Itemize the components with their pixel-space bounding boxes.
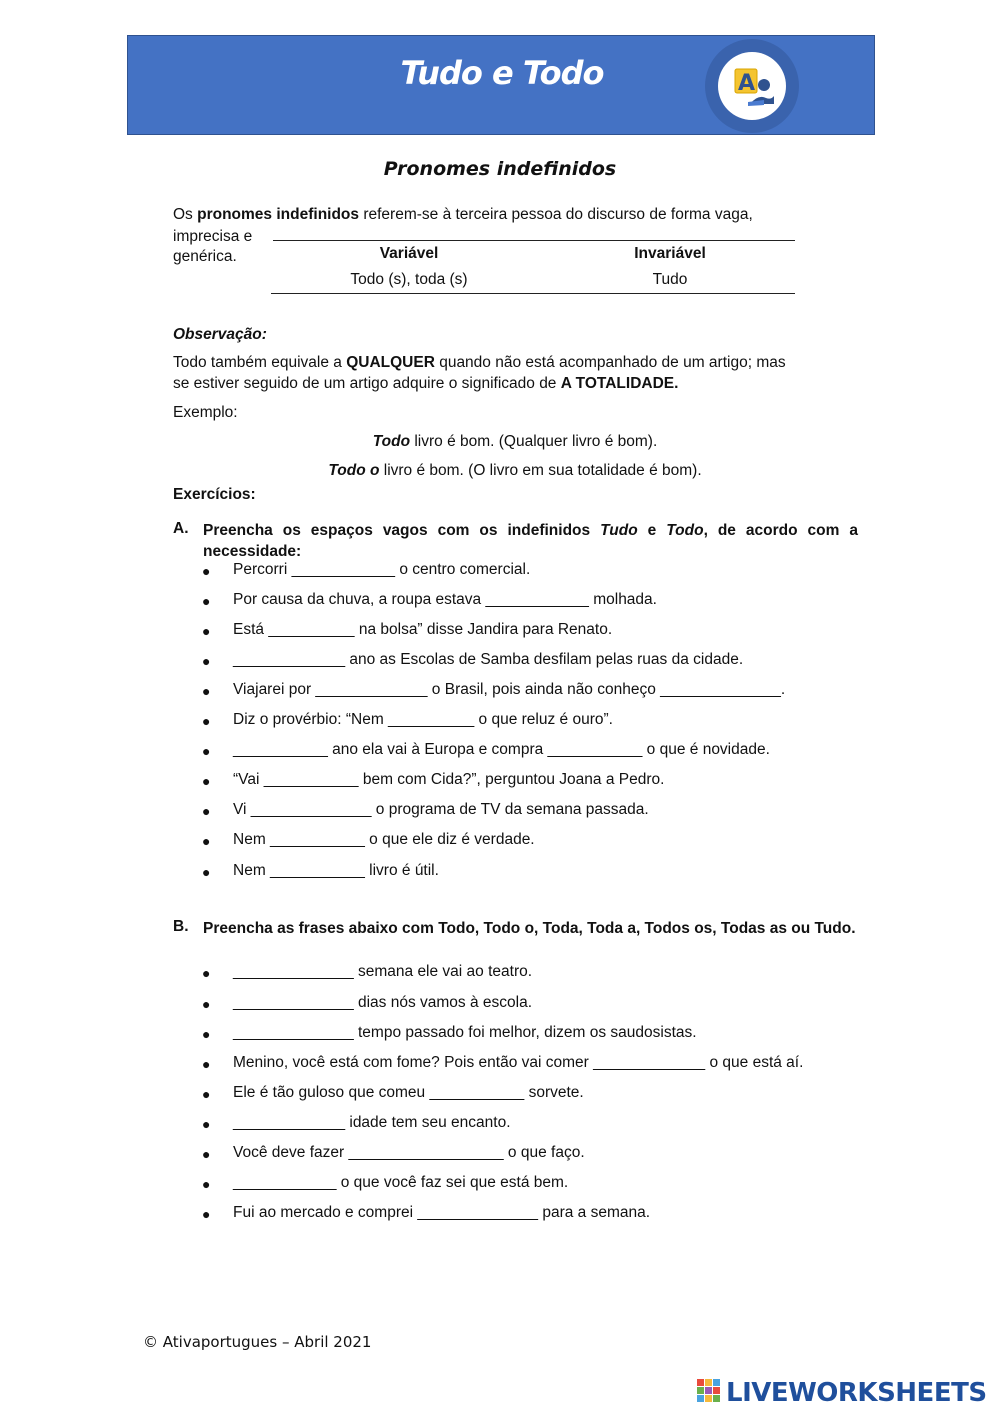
example-1 bbox=[0, 433, 1000, 451]
bullet: ● bbox=[202, 623, 211, 639]
observation-keyword: QUALQUER bbox=[346, 354, 435, 371]
bullet: ● bbox=[202, 864, 211, 880]
table-cell-variavel: Todo (s), toda (s) bbox=[350, 271, 468, 288]
exercise-b-item[interactable]: Fui ao mercado e comprei ______________ para a semana. bbox=[233, 1204, 651, 1221]
exercise-a-item[interactable]: Está __________ na bolsa” disse Jandira para Renato. bbox=[233, 621, 613, 638]
observation-text: quando não está acompanhado de um artigo; mas bbox=[434, 354, 786, 371]
reading-icon bbox=[718, 52, 786, 120]
example-text: livro é bom. (Qualquer livro é bom). bbox=[410, 433, 658, 450]
header-title: Tudo e Todo bbox=[400, 54, 604, 92]
bullet: ● bbox=[202, 563, 211, 579]
observation-line-2 bbox=[173, 375, 678, 393]
bullet: ● bbox=[202, 593, 211, 609]
table-bottom-rule bbox=[271, 293, 795, 294]
observation-text: se estiver seguido de um artigo adquire o significado de bbox=[173, 375, 561, 392]
exercise-b-letter: B. bbox=[173, 918, 189, 935]
bullet: ● bbox=[202, 833, 211, 849]
table-cell-invariavel: Tudo bbox=[652, 271, 688, 288]
bullet: ● bbox=[202, 713, 211, 729]
exercise-a-item[interactable]: Nem ___________ o que ele diz é verdade. bbox=[233, 831, 535, 848]
exercise-b-item[interactable]: Ele é tão guloso que comeu ___________ sorvete. bbox=[233, 1084, 584, 1101]
bullet: ● bbox=[202, 996, 211, 1012]
exercise-b-item[interactable]: ______________ tempo passado foi melhor, dizem os saudosistas. bbox=[233, 1024, 697, 1041]
brand-logo bbox=[705, 39, 799, 133]
logo-badge bbox=[718, 52, 786, 120]
exercise-a-item[interactable]: ___________ ano ela vai à Europa e compra ___________ o que é novidade. bbox=[233, 741, 770, 758]
observation-text: Todo também equivale a bbox=[173, 354, 347, 371]
exercise-b-item[interactable]: ____________ o que você faz sei que está bem. bbox=[233, 1174, 569, 1191]
exercise-b-item[interactable]: ______________ dias nós vamos à escola. bbox=[233, 994, 533, 1011]
example-2 bbox=[0, 462, 1000, 480]
exercise-a-letter: A. bbox=[173, 520, 189, 537]
exercise-a-item[interactable]: Nem ___________ livro é útil. bbox=[233, 862, 439, 879]
bullet: ● bbox=[202, 1116, 211, 1132]
footer-copyright: © Ativaportugues – Abril 2021 bbox=[143, 1333, 372, 1351]
bullet: ● bbox=[202, 743, 211, 759]
exercise-b-item[interactable]: _____________ idade tem seu encanto. bbox=[233, 1114, 511, 1131]
bullet: ● bbox=[202, 1176, 211, 1192]
exercise-b-item[interactable]: Menino, você está com fome? Pois então vai comer _____________ o que está aí. bbox=[233, 1054, 804, 1071]
blocks-icon bbox=[697, 1377, 723, 1407]
exercise-a-item[interactable]: Vi ______________ o programa de TV da semana passada. bbox=[233, 801, 649, 818]
intro-line-3: genérica. bbox=[173, 248, 237, 265]
bullet: ● bbox=[202, 1206, 211, 1222]
heading-word: Tudo bbox=[600, 522, 638, 539]
intro-text: Os bbox=[173, 206, 198, 223]
observation-line-1 bbox=[173, 354, 786, 372]
exercise-a-item[interactable]: _____________ ano as Escolas de Samba desfilam pelas ruas da cidade. bbox=[233, 651, 744, 668]
bullet: ● bbox=[202, 683, 211, 699]
example-keyword: Todo bbox=[372, 433, 411, 450]
heading-word: Todo bbox=[666, 522, 704, 539]
exercise-a-item[interactable]: Viajarei por _____________ o Brasil, pois ainda não conheço ______________. bbox=[233, 681, 786, 698]
exercises-label: Exercícios: bbox=[173, 486, 256, 503]
liveworksheets-wordmark[interactable]: LIVEWORKSHEETS bbox=[726, 1378, 987, 1408]
page-subtitle: Pronomes indefinidos bbox=[383, 158, 617, 180]
heading-text: Preencha os espaços vagos com os indefinidos bbox=[203, 522, 601, 539]
intro-keyword: pronomes indefinidos bbox=[197, 206, 360, 223]
exercise-a-item[interactable]: Diz o provérbio: “Nem __________ o que reluz é ouro”. bbox=[233, 711, 613, 728]
header-banner bbox=[127, 35, 875, 135]
intro-text: referem-se à terceira pessoa do discurso de forma vaga, bbox=[359, 206, 753, 223]
heading-text: e bbox=[637, 522, 667, 539]
exercise-a-item[interactable]: Percorri ____________ o centro comercial. bbox=[233, 561, 531, 578]
liveworksheets-logo bbox=[697, 1377, 723, 1409]
bullet: ● bbox=[202, 1146, 211, 1162]
example-label: Exemplo: bbox=[173, 404, 238, 421]
table-top-rule bbox=[273, 240, 795, 241]
bullet: ● bbox=[202, 965, 211, 981]
table-header-invariavel: Invariável bbox=[634, 245, 706, 262]
exercise-b-item[interactable]: ______________ semana ele vai ao teatro. bbox=[233, 963, 533, 980]
svg-text:A: A bbox=[738, 71, 756, 96]
exercise-a-item[interactable]: “Vai ___________ bem com Cida?”, perguntou Joana a Pedro. bbox=[233, 771, 665, 788]
intro-line-1 bbox=[173, 206, 753, 224]
bullet: ● bbox=[202, 803, 211, 819]
bullet: ● bbox=[202, 1026, 211, 1042]
bullet: ● bbox=[202, 1086, 211, 1102]
example-keyword: Todo o bbox=[328, 462, 380, 479]
exercise-b-heading: Preencha as frases abaixo com Todo, Todo o, Toda, Toda a, Todos os, Todas as ou Tudo. bbox=[203, 920, 856, 937]
exercise-a-heading bbox=[203, 520, 858, 562]
exercise-a-item[interactable]: Por causa da chuva, a roupa estava ____________ molhada. bbox=[233, 591, 657, 608]
observation-label: Observação: bbox=[173, 326, 267, 343]
example-text: livro é bom. (O livro em sua totalidade é bom). bbox=[379, 462, 702, 479]
heading-text: , de acordo com a necessidade: bbox=[203, 522, 858, 560]
bullet: ● bbox=[202, 653, 211, 669]
observation-keyword: A TOTALIDADE. bbox=[560, 375, 679, 392]
exercise-b-item[interactable]: Você deve fazer __________________ o que faço. bbox=[233, 1144, 585, 1161]
bullet: ● bbox=[202, 1056, 211, 1072]
intro-line-2: imprecisa e bbox=[173, 228, 253, 245]
bullet: ● bbox=[202, 773, 211, 789]
table-header-variavel: Variável bbox=[379, 245, 439, 262]
